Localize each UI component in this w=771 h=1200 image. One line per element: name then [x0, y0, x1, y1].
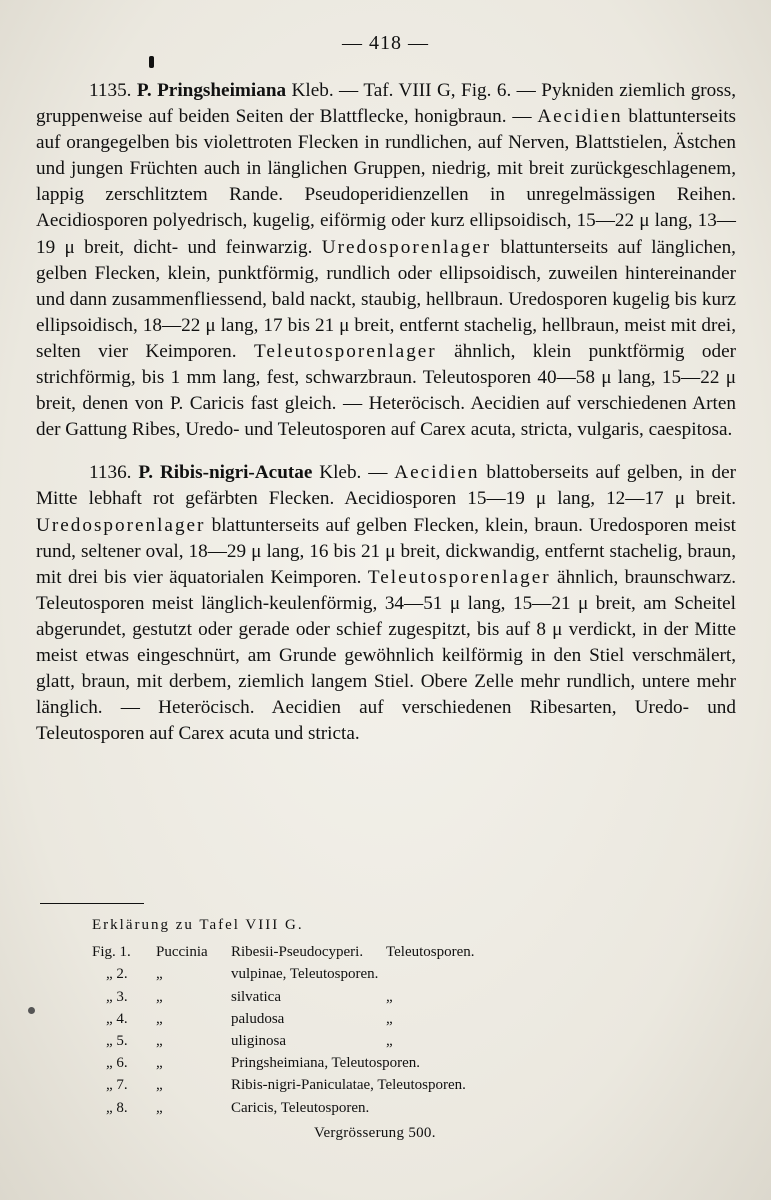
legend-figure-number: „ 4.: [106, 1010, 128, 1027]
legend-note: „: [386, 1010, 393, 1027]
spaced-term: Teleutosporenlager: [367, 566, 551, 588]
legend-species: silvatica: [231, 988, 281, 1005]
entry-1136: [36, 460, 736, 747]
plate-legend: [92, 914, 692, 1144]
legend-title: Erklärung zu Tafel VIII G.: [92, 917, 304, 933]
legend-figure-number: „ 5.: [106, 1033, 128, 1050]
legend-genus: „: [156, 1010, 163, 1027]
legend-species: Caricis, Teleutosporen.: [231, 1099, 370, 1116]
legend-figure-number: „ 2.: [106, 966, 128, 983]
legend-figure-number: „ 7.: [106, 1077, 128, 1094]
legend-figure-number: Fig. 1.: [92, 944, 131, 961]
legend-row: [92, 1074, 692, 1096]
entry-number: 1135.: [89, 80, 132, 101]
text-run: Kleb. — Taf. VIII G, Fig. 6. — Pykniden ziemlich gross, gruppenweise auf beiden Seiten der Blattflecke, honigbraun. —: [36, 80, 737, 128]
legend-row: [92, 1052, 692, 1074]
entry-1135: [36, 78, 736, 443]
legend-species: Ribesii-Pseudocyperi.: [231, 944, 364, 961]
magnification: Vergrösserung 500.: [314, 1124, 436, 1141]
text-run: ähnlich, klein punktförmig oder strichförmig, bis 1 mm lang, fest, schwarzbraun. Teleutosporen 40—58 μ lang, 15—22 μ breit, denen von P. Caricis fast gleich. — Heteröcisch. Aecidien auf verschiedenen Arten der Gattung Ribes, Uredo- und Teleutosporen auf Carex acuta, stricta, vulgaris, caespitosa.: [36, 340, 736, 441]
spaced-term: Aecidien: [537, 106, 623, 128]
legend-species: Ribis-nigri-Paniculatae, Teleutosporen.: [231, 1077, 466, 1094]
text-run: Kleb. —: [312, 462, 395, 484]
legend-row: [92, 1030, 692, 1052]
spaced-term: Teleutosporenlager: [253, 340, 437, 362]
entry-description: [36, 462, 736, 744]
legend-row: [92, 1008, 692, 1030]
text-run: blattunterseits auf gelben Flecken, klein, braun. Uredosporen meist rund, seltener oval, 18—29 μ lang, 16 bis 21 μ breit, dickwandig, entfernt stachelig, braun, mit drei bis vier äquatorialen Keimporen.: [36, 514, 736, 588]
entry-number: 1136.: [89, 462, 132, 484]
text-run: blattoberseits auf gelben, in der Mitte lebhaft rot gefärbten Flecken. Aecidiosporen 15—19 μ lang, 12—17 μ breit.: [36, 462, 736, 510]
legend-genus: „: [156, 966, 163, 983]
legend-row: [92, 1097, 692, 1119]
legend-genus: „: [156, 988, 163, 1005]
legend-species: Pringsheimiana, Teleutosporen.: [231, 1055, 421, 1072]
legend-figure-number: „ 3.: [106, 988, 128, 1005]
legend-row: [92, 941, 692, 963]
page-number: — 418 —: [342, 32, 429, 54]
legend-genus: „: [156, 1033, 163, 1050]
spaced-term: Uredosporenlager: [36, 514, 206, 536]
legend-genus: „: [156, 1077, 163, 1094]
spaced-term: Aecidien: [394, 462, 480, 484]
text-run: ähnlich, braunschwarz. Teleutosporen meist länglich-keulenförmig, 34—51 μ lang, 15—21 μ breit, am Scheitel abgerundet, gestutzt oder gerade oder schief zugespitzt, bis auf 8 μ verdickt, in der Mitte meist etwas eingeschnürt, am Grunde gewöhnlich keilförmig in den Stiel verschmälert, glatt, braun, mit derbem, ziemlich langem Stiel. Obere Zelle mehr rundlich, untere mehr länglich. — Heteröcisch. Aecidien auf verschiedenen Ribesarten, Uredo- und Teleutosporen auf Carex acuta und stricta.: [36, 566, 736, 745]
legend-figure-number: „ 6.: [106, 1055, 128, 1072]
legend-rows: [92, 941, 692, 1119]
legend-genus: „: [156, 1099, 163, 1116]
species-name: P. Ribis-nigri-Acutae: [138, 462, 313, 484]
legend-species: paludosa: [231, 1010, 285, 1027]
legend-genus: „: [156, 1055, 163, 1072]
legend-species: vulpinae, Teleutosporen.: [231, 966, 379, 983]
legend-species: uliginosa: [231, 1033, 286, 1050]
spaced-term: Uredosporenlager: [321, 236, 492, 258]
legend-row: [92, 963, 692, 985]
legend-note: „: [386, 1033, 393, 1050]
text-run: blattunterseits auf orangegelben bis violettroten Flecken in rundlichen, auf Nerven, Blattstielen, Ästchen und jungen Früchten auch in länglichen Gruppen, niedrig, mit breit zurückgeschlagenem, lappig zerschlitztem Rande. Pseudoperidienzellen in unregelmässigen Reihen. Aecidiosporen polyedrisch, kugelig, eiförmig oder kurz ellipsoidisch, 15—22 μ lang, 13—19 μ breit, dicht- und feinwarzig.: [36, 106, 737, 258]
legend-genus: Puccinia: [156, 944, 208, 961]
section-divider: [40, 903, 144, 904]
legend-note: Teleutosporen.: [386, 944, 475, 961]
ink-speck: [149, 56, 154, 68]
legend-figure-number: „ 8.: [106, 1099, 128, 1116]
ink-speck: [28, 1007, 35, 1014]
legend-row: [92, 986, 692, 1008]
species-name: P. Pringsheimiana: [136, 80, 287, 101]
entry-description: [36, 80, 736, 440]
body-text: [36, 78, 736, 747]
text-run: blattunterseits auf länglichen, gelben Flecken, klein, punktförmig, rundlich oder ellipsoidisch, zuweilen hintereinander und dann zusammenfliessend, bald nackt, staubig, hellbraun. Uredosporen kugelig bis kurz ellipsoidisch, 18—22 μ lang, 17 bis 21 μ breit, entfernt stachelig, hellbraun, meist mit drei, selten vier Keimporen.: [36, 236, 736, 362]
legend-note: „: [386, 988, 393, 1005]
